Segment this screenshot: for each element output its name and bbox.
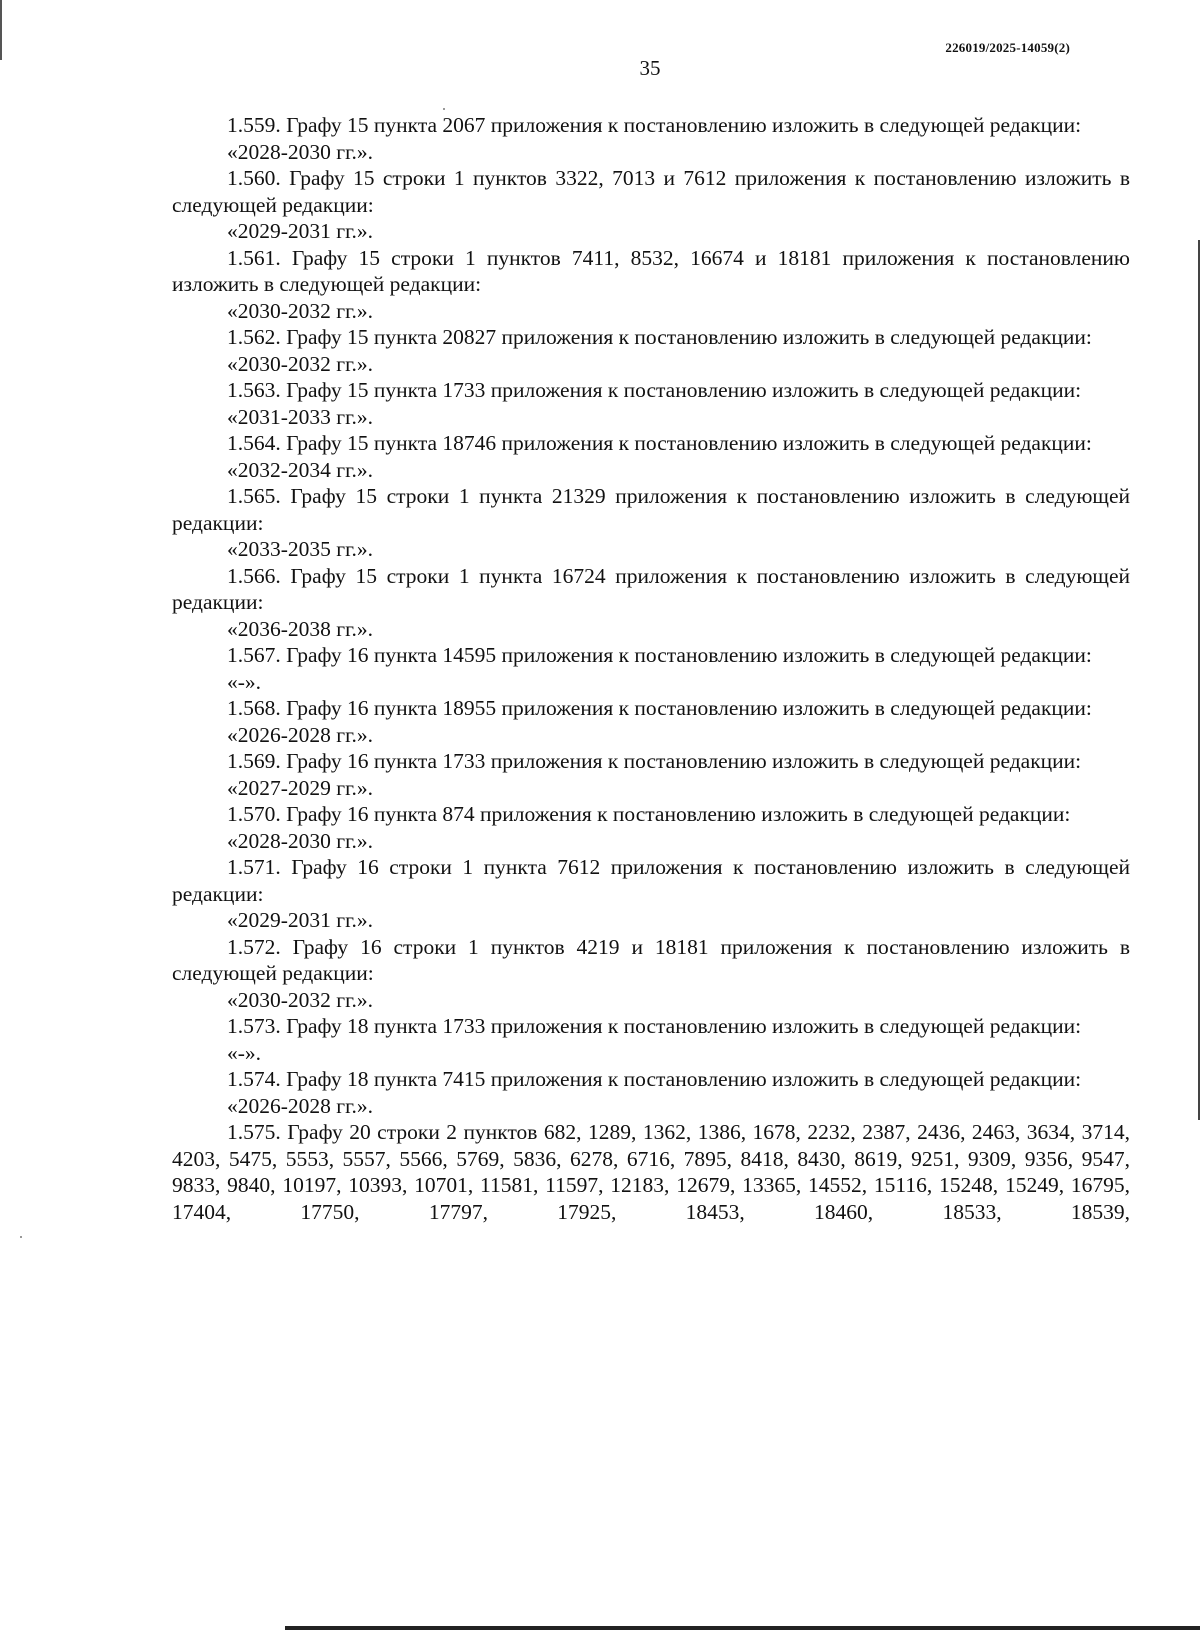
replacement-value: «2028-2030 гг.». xyxy=(227,139,373,164)
amendment-paragraph: 1.561. Графу 15 строки 1 пунктов 7411, 8532, 16674 и 18181 приложения к постановлению изложить в следующей редакции: xyxy=(172,245,1130,296)
amendment-paragraph: 1.574. Графу 18 пункта 7415 приложения к постановлению изложить в следующей редакции: xyxy=(227,1067,1082,1091)
replacement-value: «2029-2031 гг.». xyxy=(227,908,373,932)
replacement-value: «2026-2028 гг.». xyxy=(227,722,373,747)
amendment-paragraph: 1.563. Графу 15 пункта 1733 приложения к постановлению изложить в следующей редакции: xyxy=(227,378,1082,402)
amendment-paragraph: 1.559. Графу 15 пункта 2067 приложения к постановлению изложить в следующей редакции: xyxy=(227,113,1082,137)
replacement-value: «2027-2029 гг.». xyxy=(227,775,373,800)
replacement-value: «-». xyxy=(227,1040,262,1065)
replacement-value: «2033-2035 гг.». xyxy=(227,537,373,561)
replacement-value: «2030-2032 гг.». xyxy=(227,298,373,323)
replacement-value: «2032-2034 гг.». xyxy=(227,457,373,482)
amendment-paragraph: 1.575. Графу 20 строки 2 пунктов 682, 1289, 1362, 1386, 1678, 2232, 2387, 2436, 2463, 3634, 3714, 4203, 5475, 5553, 5557, 5566, 5769, 5836, 6278, 6716, 7895, 8418, 8430, 8619, 9251, 9309, 9356, 9547, 9833, 9840, 10197, 10393, 10701, 11581, 11597, 12183, 12679, 13365, 14552, 15116, 15248, 15249, 16795, 17404, 17750, 17797, 17925, 18453, 18460, 18533, 18539, xyxy=(172,1120,1130,1224)
replacement-value: «-». xyxy=(227,669,262,694)
replacement-value: «2029-2031 гг.». xyxy=(227,219,373,243)
scan-edge-left xyxy=(0,0,2,60)
scan-speck xyxy=(443,108,445,110)
replacement-value: «2030-2032 гг.». xyxy=(227,351,373,376)
amendment-paragraph: 1.564. Графу 15 пункта 18746 приложения к постановлению изложить в следующей редакции: xyxy=(227,431,1092,455)
amendment-paragraph: 1.565. Графу 15 строки 1 пункта 21329 приложения к постановлению изложить в следующей редакции: xyxy=(172,484,1130,535)
amendment-paragraph: 1.569. Графу 16 пункта 1733 приложения к постановлению изложить в следующей редакции: xyxy=(227,749,1082,773)
amendment-paragraph: 1.570. Графу 16 пункта 874 приложения к постановлению изложить в следующей редакции: xyxy=(227,802,1071,826)
amendment-paragraph: 1.562. Графу 15 пункта 20827 приложения к постановлению изложить в следующей редакции: xyxy=(227,325,1092,349)
amendment-paragraph: 1.572. Графу 16 строки 1 пунктов 4219 и 18181 приложения к постановлению изложить в следующей редакции: xyxy=(172,934,1130,985)
replacement-value: «2028-2030 гг.». xyxy=(227,828,373,853)
amendment-paragraph: 1.573. Графу 18 пункта 1733 приложения к постановлению изложить в следующей редакции: xyxy=(227,1014,1082,1038)
replacement-value: «2031-2033 гг.». xyxy=(227,404,373,429)
document-body xyxy=(172,112,1130,1225)
scan-speck xyxy=(20,1236,22,1238)
page-number: 35 xyxy=(639,56,661,80)
document-id: 226019/2025-14059(2) xyxy=(945,40,1070,55)
replacement-value: «2036-2038 гг.». xyxy=(227,616,373,641)
amendment-paragraph: 1.568. Графу 16 пункта 18955 приложения к постановлению изложить в следующей редакции: xyxy=(227,696,1092,720)
scan-edge-bottom xyxy=(285,1626,1200,1630)
amendment-paragraph: 1.560. Графу 15 строки 1 пунктов 3322, 7013 и 7612 приложения к постановлению изложить в следующей редакции: xyxy=(172,166,1130,217)
amendment-paragraph: 1.567. Графу 16 пункта 14595 приложения к постановлению изложить в следующей редакции: xyxy=(227,643,1092,667)
replacement-value: «2030-2032 гг.». xyxy=(227,987,373,1012)
amendment-paragraph: 1.571. Графу 16 строки 1 пункта 7612 приложения к постановлению изложить в следующей редакции: xyxy=(172,855,1130,906)
amendment-paragraph: 1.566. Графу 15 строки 1 пункта 16724 приложения к постановлению изложить в следующей редакции: xyxy=(172,563,1130,614)
replacement-value: «2026-2028 гг.». xyxy=(227,1093,373,1118)
